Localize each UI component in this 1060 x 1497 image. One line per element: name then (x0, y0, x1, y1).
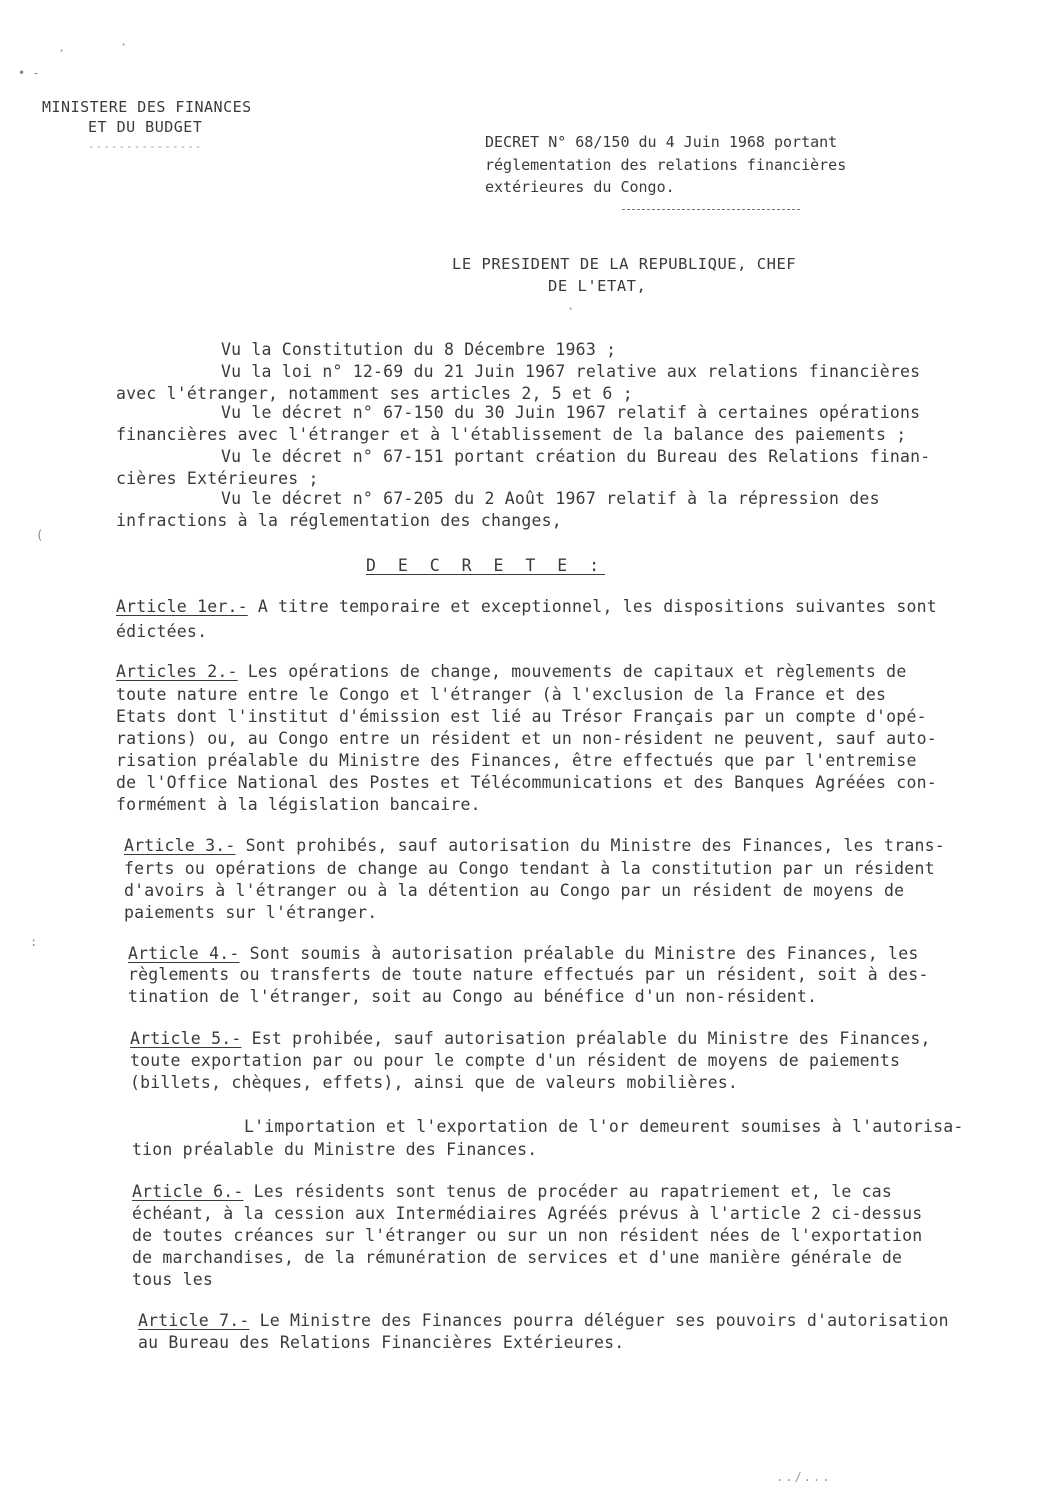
scan-speck: ( (36, 528, 44, 542)
scan-speck: • - (18, 66, 40, 80)
continuation-mark: ../... (776, 1470, 832, 1484)
article-text: (billets, chèques, effets), ainsi que de valeurs mobilières. (130, 1073, 739, 1092)
article-text: L'importation et l'exportation de l'or demeurent soumises à l'autorisa- (244, 1117, 964, 1136)
article-5 (130, 1029, 931, 1048)
ministry-rule: --------------- (88, 140, 203, 153)
article-text: de marchandises, de la rémunération de services et d'une manière générale de (132, 1248, 903, 1267)
article-text: rations) ou, au Congo entre un résident et un non-résident ne peuvent, sauf auto- (116, 729, 937, 748)
article-text: paiements sur l'étranger. (124, 903, 378, 922)
article-label: Articles 2.- (116, 662, 238, 681)
article-text: tination de l'étranger, soit au Congo au bénéfice d'un non-résident. (128, 987, 818, 1006)
article-text: Etats dont l'institut d'émission est lié au Trésor Français par un compte d'opé- (116, 707, 927, 726)
president-heading: LE PRESIDENT DE LA REPUBLIQUE, CHEF (452, 255, 797, 273)
visa-line: Vu la Constitution du 8 Décembre 1963 ; (221, 340, 617, 359)
article-label: Article 4.- (128, 944, 240, 963)
decrete-heading: D E C R E T E : (366, 556, 606, 575)
article-4 (128, 944, 918, 963)
decree-title-line: extérieures du Congo. (485, 178, 675, 196)
article-7 (138, 1311, 949, 1330)
president-heading-cont: DE L'ETAT, (548, 277, 647, 295)
article-3 (124, 836, 945, 855)
article-text: échéant, à la cession aux Intermédiaires Agréés prévus à l'article 2 ci-dessus (132, 1204, 923, 1223)
article-text: au Bureau des Relations Financières Extérieures. (138, 1333, 625, 1352)
article-2 (116, 662, 906, 681)
article-text: de l'Office National des Postes et Télécommunications et des Banques Agréées con- (116, 773, 937, 792)
article-text: Les résidents sont tenus de procéder au rapatriement et, le cas (253, 1182, 893, 1201)
article-text: risation préalable du Ministre des Finances, être effectués que par l'entremise (116, 751, 917, 770)
scan-speck: · (567, 302, 575, 316)
article-text: formément à la législation bancaire. (116, 795, 481, 814)
article-text: toute exportation par ou pour le compte d'un résident de moyens de paiements (130, 1051, 901, 1070)
article-text: tous les (132, 1270, 214, 1289)
article-text: toute nature entre le Congo et l'étranger (à l'exclusion de la France et des (116, 685, 887, 704)
ministry-name-cont: ET DU BUDGET (88, 118, 203, 136)
article-text: Le Ministre des Finances pourra déléguer ses pouvoirs d'autorisation (259, 1311, 949, 1330)
ministry-name: MINISTERE DES FINANCES (42, 98, 252, 116)
decree-title-line: DECRET N° 68/150 du 4 Juin 1968 portant (485, 133, 838, 151)
decree-title-line: réglementation des relations financières (485, 156, 847, 174)
article-text: ferts ou opérations de change au Congo tendant à la constitution par un résident (124, 859, 935, 878)
article-text: de toutes créances sur l'étranger ou sur un non résident nées de l'exportation (132, 1226, 923, 1245)
visa-line: cières Extérieures ; (116, 469, 319, 488)
decree-rule (622, 209, 800, 210)
article-label: Article 1er.- (116, 597, 248, 616)
article-text: Les opérations de change, mouvements de capitaux et règlements de (247, 662, 907, 681)
article-6 (132, 1182, 892, 1201)
scan-speck: · (120, 38, 128, 52)
article-text: Sont soumis à autorisation préalable du Ministre des Finances, les (249, 944, 919, 963)
visa-line: avec l'étranger, notamment ses articles 2, 5 et 6 ; (116, 384, 633, 403)
visa-line: Vu le décret n° 67-205 du 2 Août 1967 relatif à la répression des (221, 489, 880, 508)
visa-line: financières avec l'étranger et à l'établissement de la balance des paiements ; (116, 425, 907, 444)
article-label: Article 5.- (130, 1029, 242, 1048)
article-text: Sont prohibés, sauf autorisation du Ministre des Finances, les trans- (245, 836, 945, 855)
visa-line: infractions à la réglementation des changes, (116, 511, 562, 530)
visa-line: Vu la loi n° 12-69 du 21 Juin 1967 relative aux relations financières (221, 362, 921, 381)
article-text: tion préalable du Ministre des Finances. (132, 1140, 538, 1159)
article-text: Est prohibée, sauf autorisation préalable du Ministre des Finances, (251, 1029, 931, 1048)
article-label: Article 7.- (138, 1311, 250, 1330)
article-text: règlements ou transferts de toute nature effectués par un résident, soit à des- (128, 965, 929, 984)
article-label: Article 3.- (124, 836, 236, 855)
visa-line: Vu le décret n° 67-150 du 30 Juin 1967 relatif à certaines opérations (221, 403, 921, 422)
visa-line: Vu le décret n° 67-151 portant création du Bureau des Relations finan- (221, 447, 931, 466)
article-text: édictées. (116, 622, 208, 641)
scan-speck: · (58, 44, 66, 58)
article-text: A titre temporaire et exceptionnel, les dispositions suivantes sont (257, 597, 937, 616)
article-text: d'avoirs à l'étranger ou à la détention au Congo par un résident de moyens de (124, 881, 905, 900)
article-1 (116, 597, 937, 616)
article-label: Article 6.- (132, 1182, 244, 1201)
scan-speck: : (30, 935, 38, 949)
